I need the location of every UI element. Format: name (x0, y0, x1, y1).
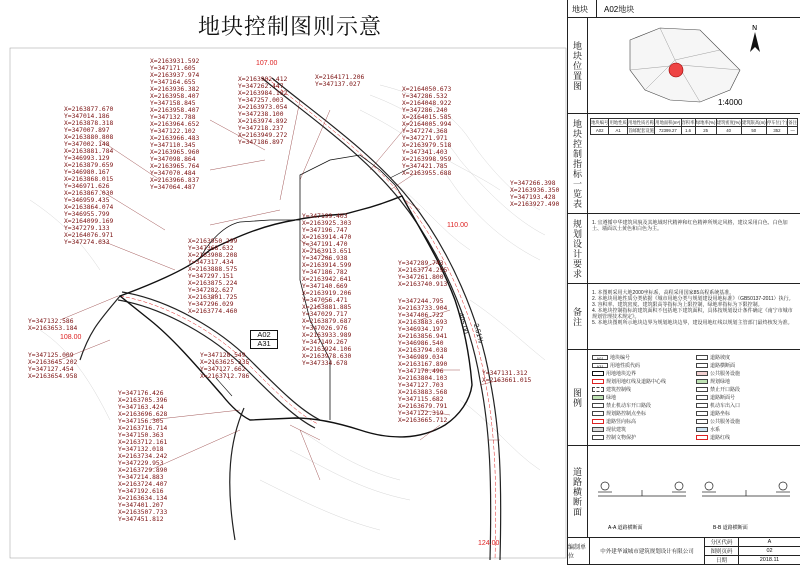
legend-item: 道路横断面 (696, 362, 735, 369)
coord-label: X=2163933.989 (302, 332, 352, 339)
coord-label: Y=347149.267 (302, 339, 348, 346)
coord-label: X=2164015.585 (402, 114, 452, 121)
coord-label: Y=347132.788 (150, 114, 196, 121)
coord-label: X=2163878.318 (64, 120, 114, 127)
table-cell: 1.6 (681, 127, 695, 135)
coord-label: Y=347186.897 (238, 139, 284, 146)
coord-label: Y=347193.428 (510, 194, 556, 201)
legend-item: 公共服务设施 (696, 418, 740, 425)
coord-label: Y=347401.207 (118, 502, 164, 509)
coord-label: X=2164048.922 (402, 100, 452, 107)
vehicle-entry-swatch (696, 403, 708, 408)
legend-item: 道路红线 (696, 434, 730, 441)
coord-label: Y=347176.426 (118, 390, 164, 397)
coord-label: X=2163927.490 (510, 201, 560, 208)
coord-label: Y=347122.319 (398, 410, 444, 417)
coord-label: Y=347266.398 (510, 180, 556, 187)
notes-list (592, 290, 797, 326)
table-cell: 352 (766, 127, 787, 135)
coord-label: Y=347286.532 (402, 93, 448, 100)
coord-group-west (64, 106, 113, 246)
coord-label: X=2163966.483 (150, 135, 200, 142)
legend-item: 公共服务设施 (696, 370, 740, 377)
plot-name-label: 地块 (572, 5, 588, 14)
table-header: 建筑密度(%) (716, 120, 741, 125)
plot-name-value: A02地块 (604, 5, 635, 14)
coord-label: Y=347029.717 (302, 311, 348, 318)
table-cell: A02 (591, 127, 609, 135)
legend-item: 绿地 (592, 394, 616, 401)
coord-label: X=2163856.941 (398, 333, 448, 340)
coord-label: X=2163924.106 (302, 346, 352, 353)
coord-label: Y=347056.471 (302, 297, 348, 304)
date-label: 日期 (705, 556, 739, 565)
table-header: 绿地率(%) (695, 120, 716, 125)
location-map (590, 20, 799, 112)
note-item: 1. 本图则采用大地2000坐标系，高程采用国家85高程系统基准。 (592, 290, 735, 296)
footer (568, 538, 800, 565)
coord-label: Y=347368.632 (188, 245, 234, 252)
table-cell: 25 (695, 127, 716, 135)
legend-item: 现状建筑 (592, 426, 626, 433)
coord-label: Y=347158.845 (150, 100, 196, 107)
coord-group-ne (402, 86, 451, 177)
coord-label: Y=347002.148 (64, 141, 110, 148)
coord-label: Y=346993.129 (64, 155, 110, 162)
coord-label: Y=347297.151 (188, 273, 234, 280)
index-table-row (568, 114, 800, 214)
coord-group-far-west (28, 318, 77, 380)
road-section-diagrams (590, 466, 799, 526)
note-item: 2. 本地块用地性质分类依据《城市用地分类与规划建设用地标准》（GB50137-2011）执行。 (592, 296, 794, 302)
page-title: 地块控制图则示意 (197, 14, 382, 39)
coord-group-south-west (200, 352, 249, 380)
coord-label: X=2163958.407 (150, 93, 200, 100)
note-item: 4. 本地块控制指标的建筑面积不包括地下建筑面积，具体按规划设计条件确定《南宁市城市规划管理技术规定》。 (592, 308, 793, 320)
coord-label: X=2163665.712 (398, 417, 448, 424)
legend-code: A31 (592, 363, 608, 368)
coord-label: X=2163888.575 (188, 266, 238, 273)
coord-label: X=2163949.272 (238, 132, 288, 139)
coord-label: X=2163774.295 (398, 267, 448, 274)
coord-label: Y=347122.102 (150, 128, 196, 135)
coord-label: Y=347279.133 (64, 225, 110, 232)
coord-label: X=2163914.470 (302, 234, 352, 241)
section-swatch (696, 363, 708, 368)
divider (596, 0, 597, 18)
green-swatch (592, 395, 604, 400)
map-scale: 1:4000 (718, 98, 743, 107)
table-header: 备注 (788, 120, 797, 125)
coord-label: Y=347199.403 (302, 213, 348, 220)
coord-label: X=2163881.885 (302, 304, 352, 311)
coord-label: Y=347064.487 (150, 184, 196, 191)
coord-label: X=2163880.808 (64, 134, 114, 141)
index-label: 地 块 控 制 指 标 一 览 表 (568, 114, 588, 213)
coord-label: X=2163998.959 (402, 156, 452, 163)
coord-label: X=2163875.224 (188, 280, 238, 287)
planned-green-swatch (696, 379, 708, 384)
info-panel (567, 0, 800, 565)
coord-label: Y=347137.027 (315, 81, 361, 88)
plot-name-row (568, 0, 800, 18)
coord-label: Y=346959.435 (64, 197, 110, 204)
coord-label: X=2163634.134 (118, 495, 168, 502)
existing-building-swatch (592, 427, 604, 432)
legend-item: 控制文物保护 (592, 434, 636, 441)
coord-label: X=2163973.054 (238, 104, 288, 111)
coord-label: X=2163712.786 (200, 373, 250, 380)
coord-label: Y=347244.795 (398, 298, 444, 305)
coord-label: X=2163625.335 (200, 359, 250, 366)
coord-label: Y=347014.186 (64, 113, 110, 120)
building-line-swatch (592, 387, 604, 392)
coord-label: X=2163950.299 (188, 238, 238, 245)
unit-label: 编制单位 (568, 538, 590, 565)
location-marker (669, 63, 683, 77)
plot-label-top: A02 (251, 331, 277, 340)
north-parcel-line (300, 155, 402, 220)
coord-label: Y=346980.167 (64, 169, 110, 176)
legend-item: 规划绿地 (696, 378, 730, 385)
road-elevation: 108.00 (60, 334, 82, 341)
coord-label: X=2163804.103 (398, 375, 448, 382)
coord-label: Y=347127.662 (200, 366, 246, 373)
coord-label: Y=347131.312 (482, 370, 528, 377)
coord-label: Y=347170.496 (398, 368, 444, 375)
legend-item: 规划路控制点坐标 (592, 410, 646, 417)
coord-label: X=2163645.202 (28, 359, 78, 366)
coord-label: X=2164005.994 (402, 121, 452, 128)
coord-group-south (118, 390, 167, 523)
coord-label: Y=347286.240 (402, 107, 448, 114)
coord-label: X=2163654.958 (28, 373, 78, 380)
coord-label: Y=347262.447 (238, 83, 284, 90)
table-row (591, 127, 798, 135)
coord-label: X=2163716.714 (118, 425, 168, 432)
index-table (590, 118, 798, 135)
district-label: 分区代码 (705, 538, 739, 547)
coord-label: X=2163507.733 (118, 509, 168, 516)
section-a-diagram (598, 482, 686, 496)
coord-label: X=2163902.412 (238, 76, 288, 83)
design-text: 1. 宜遵循中华建筑风貌及其地域时代精神和红色精神所规定风格，建议采用白色、白色加土、墙面以土黄色和白色为主。 (592, 220, 788, 232)
facility-swatch (696, 419, 708, 424)
coord-label: X=2163879.659 (64, 162, 114, 169)
district-value: A (739, 538, 800, 547)
road-swatch (592, 379, 604, 384)
coord-label: X=2163965.764 (150, 163, 200, 170)
coord-label: Y=347115.682 (398, 396, 444, 403)
road-distance: 405.00 (456, 312, 469, 335)
coord-group-north (238, 76, 287, 146)
coord-label: X=2163925.303 (302, 220, 352, 227)
elevation-swatch (592, 419, 604, 424)
coord-label: X=2163979.518 (402, 142, 452, 149)
coord-label: X=2163864.074 (64, 204, 114, 211)
coord-label: Y=346934.197 (398, 326, 444, 333)
coord-label: X=2163936.382 (150, 86, 200, 93)
coord-label: X=2163696.628 (118, 411, 168, 418)
legend-item: 道路坐标 (696, 410, 730, 417)
coord-label: X=2163908.208 (188, 252, 238, 259)
date-value: 2018.11 (739, 556, 800, 565)
table-header: 建筑限高(m) (741, 120, 766, 125)
red-line-swatch (696, 435, 708, 440)
note-item: 3. 容积率、建筑密度、建筑限高等指标为上限控制，绿地率指标为下限控制。 (592, 302, 763, 308)
coord-label: X=2163867.030 (64, 190, 114, 197)
design-requirements-row (568, 214, 800, 284)
coord-label: Y=347127.703 (398, 382, 444, 389)
coord-label: Y=347192.616 (118, 488, 164, 495)
water-swatch (696, 427, 708, 432)
coord-label: X=2163794.038 (398, 347, 448, 354)
coord-label: X=2163661.015 (482, 377, 532, 384)
coord-label: X=2164099.169 (64, 218, 114, 225)
table-cell: — (788, 127, 798, 135)
coord-label: X=2163705.396 (118, 397, 168, 404)
coord-label: Y=347271.971 (402, 135, 448, 142)
legend-item: 道路竖向标高 (592, 418, 636, 425)
legend-item: 道路坡度 (696, 354, 730, 361)
coord-label: Y=347186.782 (302, 269, 348, 276)
coord-label: X=2163978.630 (302, 353, 352, 360)
coord-label: Y=347163.424 (118, 404, 164, 411)
table-header: 用地性质 (609, 120, 627, 125)
coord-group-nw (150, 58, 199, 191)
coord-group-mid-east (398, 260, 447, 288)
coord-label: Y=347238.100 (238, 111, 284, 118)
road-coord-swatch (696, 411, 708, 416)
road-elevation: 107.00 (256, 60, 278, 67)
coord-label: X=2163724.407 (118, 481, 168, 488)
coord-label: X=2163877.670 (64, 106, 114, 113)
coord-label: Y=347218.237 (238, 125, 284, 132)
coord-label: X=2163914.599 (302, 262, 352, 269)
coord-label: Y=346955.799 (64, 211, 110, 218)
coord-label: Y=347317.434 (188, 259, 234, 266)
coord-label: X=2163653.184 (28, 325, 78, 332)
table-row (591, 119, 798, 127)
table-header: 用地性质名称 (628, 120, 654, 125)
coord-group-mid-west (188, 238, 237, 315)
coord-label: X=2163740.913 (398, 281, 448, 288)
sheet-value: 02 (739, 547, 800, 556)
section-label: 道 路 横 断 面 (568, 446, 588, 537)
road-grade: 2.51% (471, 323, 484, 344)
north-arrow-icon (750, 24, 760, 52)
coord-label: Y=347156.305 (118, 418, 164, 425)
legend-item: A01 地块编号 (592, 354, 630, 361)
svg-text:N: N (752, 24, 758, 32)
notes-label: 备 注 (568, 284, 588, 349)
road-elevation: 124.00 (478, 540, 500, 547)
table-header: 地块编号 (591, 120, 609, 125)
table-header: 停车位(个) (766, 120, 788, 125)
section-b-diagram (702, 482, 790, 496)
coord-label: Y=347296.029 (188, 301, 234, 308)
coord-label: X=2163734.242 (118, 453, 168, 460)
coord-label: Y=347125.009 (28, 352, 74, 359)
coord-label: X=2163984.102 (238, 90, 288, 97)
coord-label: X=2163913.651 (302, 248, 352, 255)
location-map-row (568, 18, 800, 114)
legend-code: A01 (592, 355, 608, 360)
legend-item: 机动车出入口 (696, 402, 740, 409)
coord-label: Y=347257.003 (238, 97, 284, 104)
coord-label: X=2163919.206 (302, 290, 352, 297)
coord-label: Y=347274.368 (402, 128, 448, 135)
no-entry-swatch (592, 403, 604, 408)
plot-label-a02 (250, 330, 278, 349)
coord-label: X=2163801.725 (188, 294, 238, 301)
coord-label: Y=347171.605 (150, 65, 196, 72)
coord-label: X=2163881.784 (64, 148, 114, 155)
legend-item: 用地地块边界 (592, 370, 636, 377)
coord-label: Y=346971.626 (64, 183, 110, 190)
coord-label: Y=347229.953 (118, 460, 164, 467)
coord-label: Y=347070.484 (150, 170, 196, 177)
coord-label: X=2163966.837 (150, 177, 200, 184)
unit-value: 中外建华诚城市建筑规划设计有限公司 (590, 538, 705, 565)
legend-item: 禁止开口路段 (696, 386, 740, 393)
coord-label: X=2163729.890 (118, 467, 168, 474)
table-header: 容积率 (681, 120, 695, 125)
coord-label: X=2163883.693 (398, 319, 448, 326)
coord-label: X=2163964.652 (150, 121, 200, 128)
coord-label: X=2163931.592 (150, 58, 200, 65)
heritage-swatch (592, 435, 604, 440)
coord-label: Y=347341.403 (402, 149, 448, 156)
coord-label: Y=347406.722 (398, 312, 444, 319)
legend-row (568, 350, 800, 446)
coord-group-north-2 (315, 74, 364, 88)
legend-item: 水系 (696, 426, 720, 433)
coord-label: X=2163942.641 (302, 276, 352, 283)
coord-label: X=2163937.974 (150, 72, 200, 79)
table-cell: A1 (609, 127, 627, 135)
coord-label: Y=347334.678 (302, 360, 348, 367)
coord-group-center (302, 213, 351, 367)
coord-label: X=2163883.568 (398, 389, 448, 396)
coord-label: Y=346989.034 (398, 354, 444, 361)
coord-label: X=2163958.407 (150, 107, 200, 114)
legend-item: 禁止机动车开口路段 (592, 402, 651, 409)
coord-label: X=2164076.971 (64, 232, 114, 239)
coord-label: X=2164050.673 (402, 86, 452, 93)
coord-label: X=2164171.206 (315, 74, 365, 81)
coord-label: Y=347214.883 (118, 474, 164, 481)
coord-label: Y=347191.470 (302, 241, 348, 248)
coord-group-east-bottom (482, 370, 531, 384)
coord-label: X=2163733.904 (398, 305, 448, 312)
coord-label: Y=347451.812 (118, 516, 164, 523)
coord-label: Y=347421.785 (402, 163, 448, 170)
coord-label: Y=347098.864 (150, 156, 196, 163)
table-cell: 72399.27 (655, 127, 681, 135)
coord-label: Y=347164.655 (150, 79, 196, 86)
table-cell: 50 (741, 127, 766, 135)
plot-label-bottom: A31 (257, 339, 271, 348)
coord-label: Y=347007.897 (64, 127, 110, 134)
table-cell: 40 (716, 127, 741, 135)
coord-label: Y=347150.363 (118, 432, 164, 439)
sheet-label: 图则页码 (705, 547, 739, 556)
section-a-label: A-A 道路横断面 (608, 525, 643, 531)
coord-label: X=2163712.161 (118, 439, 168, 446)
road-elevation: 110.00 (447, 222, 468, 229)
coord-label: X=2163879.687 (302, 318, 352, 325)
coord-label: Y=347140.669 (302, 283, 348, 290)
coord-label: Y=347289.743 (398, 260, 444, 267)
public-facility-swatch (696, 371, 708, 376)
table-header: 用地面积(m²) (655, 120, 681, 125)
notes-row (568, 284, 800, 350)
table-cell: 首邮配套设施 (628, 128, 654, 133)
coord-label: Y=347128.549 (200, 352, 246, 359)
legend-item: 规划用地红线及道路中心线 (592, 378, 666, 385)
coord-label: X=2163965.960 (150, 149, 200, 156)
coord-label: X=2163679.791 (398, 403, 448, 410)
legend-item: 道路断面号 (696, 394, 735, 401)
coord-label: X=2163868.015 (64, 176, 114, 183)
coord-label: Y=347110.345 (150, 142, 196, 149)
coord-label: Y=347132.018 (118, 446, 164, 453)
legend-label: 图 例 (568, 350, 588, 445)
coord-label: X=2163955.688 (402, 170, 452, 177)
coord-point-swatch (592, 411, 604, 416)
section-number-swatch (696, 395, 708, 400)
coord-label: Y=347127.454 (28, 366, 74, 373)
coord-label: Y=347282.627 (188, 287, 234, 294)
coord-label: Y=347196.747 (302, 227, 348, 234)
coord-label: Y=347206.938 (302, 255, 348, 262)
coord-label: Y=347026.976 (302, 325, 348, 332)
legend-item: 建筑控制线 (592, 386, 631, 393)
location-label: 地 块 位 置 图 (568, 18, 588, 113)
coord-label: Y=347274.633 (64, 239, 110, 246)
no-opening-swatch (696, 387, 708, 392)
coord-label: Y=346986.540 (398, 340, 444, 347)
section-b-label: B-B 道路横断面 (713, 525, 748, 531)
coord-label: X=2163167.890 (398, 361, 448, 368)
legend-item: A31 用地性质代码 (592, 362, 640, 369)
coord-label: Y=347261.800 (398, 274, 444, 281)
coord-label: X=2163936.350 (510, 187, 560, 194)
road-section-row (568, 446, 800, 538)
coord-group-east (510, 180, 559, 208)
note-item: 5. 本地块图则所示地块边界为规划地块边界，建设用地红线以规划主管部门最终核发为准。 (592, 320, 793, 326)
coord-group-east-lower (398, 298, 447, 424)
design-label: 规 划 设 计 要 求 (568, 214, 588, 283)
coord-label: X=2163974.892 (238, 118, 288, 125)
coord-label: Y=347132.586 (28, 318, 74, 325)
grade-swatch (696, 355, 708, 360)
coord-label: X=2163774.460 (188, 308, 238, 315)
boundary-swatch (592, 371, 604, 376)
